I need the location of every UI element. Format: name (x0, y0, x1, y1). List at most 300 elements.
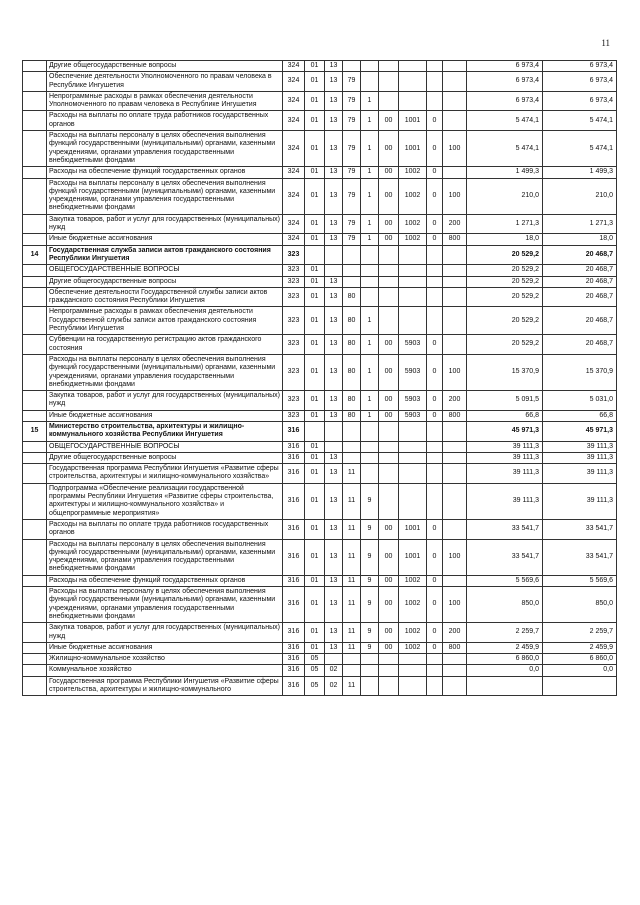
cell-v2: 5 031,0 (543, 391, 617, 411)
cell-no (23, 642, 47, 653)
cell-v1: 39 111,3 (467, 483, 543, 519)
cell-c3: 13 (325, 539, 343, 575)
cell-name: Министерство строительства, архитектуры и жилищно-коммунального хозяйства Республики Ингушетия (47, 421, 283, 441)
cell-c4: 11 (343, 575, 361, 586)
cell-c9 (443, 676, 467, 696)
cell-c9 (443, 245, 467, 265)
cell-c8 (427, 441, 443, 452)
cell-c3: 13 (325, 287, 343, 307)
cell-c1: 324 (283, 111, 305, 131)
cell-v2: 5 569,6 (543, 575, 617, 586)
table-body (23, 61, 617, 696)
cell-c5: 1 (361, 234, 379, 245)
cell-c7 (399, 287, 427, 307)
cell-c7: 5903 (399, 410, 427, 421)
cell-c6 (379, 654, 399, 665)
cell-c3: 13 (325, 391, 343, 411)
cell-c6: 00 (379, 410, 399, 421)
cell-name: Обеспечение деятельности Государственной службы записи актов гражданского состояния Республики Ингушетия (47, 287, 283, 307)
table-row (23, 131, 617, 167)
cell-c2: 01 (305, 483, 325, 519)
cell-c1: 316 (283, 623, 305, 643)
cell-c1: 323 (283, 276, 305, 287)
cell-c7: 1002 (399, 178, 427, 214)
cell-c7 (399, 276, 427, 287)
cell-c8: 0 (427, 131, 443, 167)
cell-v1: 1 271,3 (467, 214, 543, 234)
cell-c7 (399, 665, 427, 676)
cell-c7 (399, 245, 427, 265)
cell-c5: 1 (361, 131, 379, 167)
cell-c4: 11 (343, 539, 361, 575)
cell-c7 (399, 72, 427, 92)
cell-no (23, 354, 47, 390)
cell-c1: 324 (283, 167, 305, 178)
cell-v1: 210,0 (467, 178, 543, 214)
cell-c3 (325, 441, 343, 452)
cell-c1: 316 (283, 519, 305, 539)
cell-c2: 01 (305, 287, 325, 307)
cell-c1: 316 (283, 441, 305, 452)
cell-c6: 00 (379, 391, 399, 411)
cell-c5: 1 (361, 391, 379, 411)
cell-c7: 5903 (399, 335, 427, 355)
cell-c2: 01 (305, 587, 325, 623)
cell-v1: 15 370,9 (467, 354, 543, 390)
cell-c3: 13 (325, 642, 343, 653)
cell-c6 (379, 665, 399, 676)
table-row (23, 623, 617, 643)
cell-c7 (399, 441, 427, 452)
cell-c1: 323 (283, 391, 305, 411)
cell-v2: 20 468,7 (543, 307, 617, 335)
cell-c8 (427, 676, 443, 696)
cell-c8 (427, 245, 443, 265)
cell-c2: 01 (305, 178, 325, 214)
cell-c3: 02 (325, 676, 343, 696)
cell-c8 (427, 91, 443, 111)
cell-c7 (399, 307, 427, 335)
cell-c6: 00 (379, 335, 399, 355)
table-row (23, 276, 617, 287)
cell-v2: 5 474,1 (543, 111, 617, 131)
cell-c7 (399, 654, 427, 665)
table-row (23, 234, 617, 245)
cell-v2: 6 973,4 (543, 61, 617, 72)
cell-c5 (361, 654, 379, 665)
cell-c6: 00 (379, 587, 399, 623)
table-row (23, 452, 617, 463)
cell-c8 (427, 307, 443, 335)
cell-v1 (467, 676, 543, 696)
cell-c5: 9 (361, 483, 379, 519)
cell-v2: 0,0 (543, 665, 617, 676)
cell-c3: 13 (325, 452, 343, 463)
cell-c8: 0 (427, 178, 443, 214)
cell-c1: 323 (283, 265, 305, 276)
cell-c2: 01 (305, 354, 325, 390)
cell-c3 (325, 245, 343, 265)
cell-name: Расходы на обеспечение функций государственных органов (47, 167, 283, 178)
cell-v1: 5 569,6 (467, 575, 543, 586)
cell-v2: 15 370,9 (543, 354, 617, 390)
cell-c8: 0 (427, 214, 443, 234)
cell-c3: 13 (325, 354, 343, 390)
table-row (23, 587, 617, 623)
cell-c9 (443, 464, 467, 484)
cell-c9 (443, 452, 467, 463)
cell-c1: 316 (283, 483, 305, 519)
cell-name: Расходы на выплаты по оплате труда работников государственных органов (47, 111, 283, 131)
cell-c9 (443, 61, 467, 72)
table-row (23, 410, 617, 421)
table-row (23, 575, 617, 586)
cell-c8: 0 (427, 575, 443, 586)
cell-c2: 01 (305, 91, 325, 111)
cell-no: 15 (23, 421, 47, 441)
cell-c4: 79 (343, 167, 361, 178)
cell-c7 (399, 452, 427, 463)
cell-v1: 18,0 (467, 234, 543, 245)
cell-no (23, 441, 47, 452)
cell-c5: 9 (361, 623, 379, 643)
cell-c8 (427, 464, 443, 484)
cell-c9: 100 (443, 539, 467, 575)
cell-c1: 323 (283, 335, 305, 355)
table-row (23, 539, 617, 575)
cell-v2: 39 111,3 (543, 452, 617, 463)
cell-c1: 316 (283, 676, 305, 696)
cell-c3: 02 (325, 665, 343, 676)
cell-name: Государственная программа Республики Ингушетия «Развитие сферы строительства, архитектуры и жилищно-коммунального (47, 676, 283, 696)
cell-no (23, 178, 47, 214)
cell-c5 (361, 421, 379, 441)
table-row (23, 421, 617, 441)
budget-table (22, 60, 617, 696)
table-row (23, 287, 617, 307)
cell-c3: 13 (325, 131, 343, 167)
cell-c7: 1002 (399, 214, 427, 234)
cell-c7: 1001 (399, 539, 427, 575)
cell-name: Другие общегосударственные вопросы (47, 61, 283, 72)
cell-c8: 0 (427, 642, 443, 653)
cell-c8: 0 (427, 519, 443, 539)
cell-c5: 1 (361, 214, 379, 234)
cell-c8: 0 (427, 167, 443, 178)
cell-c2 (305, 421, 325, 441)
cell-c8: 0 (427, 391, 443, 411)
cell-no (23, 464, 47, 484)
cell-c8: 0 (427, 234, 443, 245)
cell-c5: 9 (361, 519, 379, 539)
cell-c2: 01 (305, 335, 325, 355)
cell-no (23, 131, 47, 167)
cell-c8: 0 (427, 410, 443, 421)
cell-c8 (427, 61, 443, 72)
cell-c5: 1 (361, 91, 379, 111)
cell-v1: 2 459,9 (467, 642, 543, 653)
cell-c8 (427, 483, 443, 519)
cell-v1: 20 529,2 (467, 245, 543, 265)
cell-c2: 01 (305, 307, 325, 335)
cell-c5: 1 (361, 111, 379, 131)
cell-c5: 1 (361, 307, 379, 335)
cell-v1: 6 973,4 (467, 72, 543, 92)
cell-v2: 210,0 (543, 178, 617, 214)
cell-v1: 850,0 (467, 587, 543, 623)
cell-c1: 316 (283, 587, 305, 623)
cell-name: Иные бюджетные ассигнования (47, 642, 283, 653)
cell-c7: 1001 (399, 111, 427, 131)
cell-c6: 00 (379, 111, 399, 131)
cell-c6: 00 (379, 178, 399, 214)
cell-c9 (443, 276, 467, 287)
cell-c6: 00 (379, 642, 399, 653)
cell-c5 (361, 464, 379, 484)
cell-c4: 79 (343, 178, 361, 214)
cell-c3 (325, 421, 343, 441)
cell-c4: 79 (343, 72, 361, 92)
cell-v2: 20 468,7 (543, 245, 617, 265)
cell-v1: 39 111,3 (467, 441, 543, 452)
cell-v1: 39 111,3 (467, 452, 543, 463)
cell-c9: 100 (443, 131, 467, 167)
table-row (23, 61, 617, 72)
cell-c3: 13 (325, 167, 343, 178)
cell-c7: 1002 (399, 642, 427, 653)
cell-no (23, 234, 47, 245)
cell-name: Расходы на выплаты персоналу в целях обеспечения выполнения функций государственными (муниципальными) органами, казенными учреждениями, органами управления государственными внебюджетными фондами (47, 587, 283, 623)
cell-c7: 5903 (399, 354, 427, 390)
table-row (23, 642, 617, 653)
cell-c4: 80 (343, 287, 361, 307)
cell-no (23, 214, 47, 234)
cell-c6: 00 (379, 575, 399, 586)
cell-v1: 20 529,2 (467, 287, 543, 307)
page-number: 11 (601, 38, 610, 48)
cell-no (23, 539, 47, 575)
cell-no (23, 519, 47, 539)
cell-c9 (443, 287, 467, 307)
cell-c4: 80 (343, 391, 361, 411)
cell-v2: 20 468,7 (543, 265, 617, 276)
cell-c1: 316 (283, 642, 305, 653)
cell-no (23, 61, 47, 72)
cell-no (23, 167, 47, 178)
cell-v1: 66,8 (467, 410, 543, 421)
cell-c1: 316 (283, 575, 305, 586)
cell-c4: 79 (343, 111, 361, 131)
table-row (23, 354, 617, 390)
cell-v1: 5 091,5 (467, 391, 543, 411)
cell-c8: 0 (427, 354, 443, 390)
cell-c9 (443, 441, 467, 452)
cell-c8: 0 (427, 111, 443, 131)
cell-c3: 13 (325, 335, 343, 355)
cell-c3: 13 (325, 276, 343, 287)
cell-c4: 79 (343, 234, 361, 245)
cell-no (23, 410, 47, 421)
cell-v1: 6 860,0 (467, 654, 543, 665)
cell-c5: 1 (361, 335, 379, 355)
cell-name: Закупка товаров, работ и услуг для государственных (муниципальных) нужд (47, 391, 283, 411)
cell-c1: 316 (283, 539, 305, 575)
cell-c3: 13 (325, 178, 343, 214)
cell-c7 (399, 676, 427, 696)
cell-c6 (379, 91, 399, 111)
cell-name: Непрограммные расходы в рамках обеспечения деятельности Государственной службы записи актов гражданского состояния Республики Ингушетия (47, 307, 283, 335)
cell-c6 (379, 276, 399, 287)
cell-c6 (379, 307, 399, 335)
cell-v1: 20 529,2 (467, 265, 543, 276)
cell-c9: 800 (443, 234, 467, 245)
cell-v2: 39 111,3 (543, 483, 617, 519)
cell-v2: 1 499,3 (543, 167, 617, 178)
cell-c7: 1002 (399, 575, 427, 586)
table-row (23, 441, 617, 452)
table-row (23, 265, 617, 276)
cell-c2: 01 (305, 539, 325, 575)
cell-c5: 1 (361, 354, 379, 390)
cell-c2: 01 (305, 391, 325, 411)
cell-c1: 323 (283, 245, 305, 265)
cell-c7: 1002 (399, 167, 427, 178)
cell-c6: 00 (379, 354, 399, 390)
cell-name: Государственная служба записи актов гражданского состояния Республики Ингушетия (47, 245, 283, 265)
cell-c9 (443, 421, 467, 441)
cell-c5: 1 (361, 410, 379, 421)
cell-v1: 5 474,1 (467, 111, 543, 131)
cell-c4 (343, 421, 361, 441)
cell-c7: 5903 (399, 391, 427, 411)
cell-c6 (379, 265, 399, 276)
cell-c9 (443, 575, 467, 586)
cell-c4: 11 (343, 587, 361, 623)
cell-v2: 20 468,7 (543, 335, 617, 355)
cell-c1: 323 (283, 307, 305, 335)
cell-c4: 79 (343, 91, 361, 111)
cell-c1: 323 (283, 410, 305, 421)
cell-c7 (399, 483, 427, 519)
cell-c9 (443, 335, 467, 355)
cell-v2: 2 259,7 (543, 623, 617, 643)
cell-no (23, 452, 47, 463)
cell-c6 (379, 61, 399, 72)
cell-name: Непрограммные расходы в рамках обеспечения деятельности Уполномоченного по правам человека в Республике Ингушетия (47, 91, 283, 111)
table-row (23, 391, 617, 411)
cell-c5: 9 (361, 539, 379, 575)
cell-c6 (379, 676, 399, 696)
cell-c4: 80 (343, 307, 361, 335)
cell-v2: 2 459,9 (543, 642, 617, 653)
cell-no (23, 265, 47, 276)
cell-v2: 5 474,1 (543, 131, 617, 167)
cell-c8 (427, 654, 443, 665)
cell-c6: 00 (379, 539, 399, 575)
cell-c3: 13 (325, 410, 343, 421)
cell-name: Иные бюджетные ассигнования (47, 234, 283, 245)
cell-c2: 01 (305, 276, 325, 287)
cell-c1: 324 (283, 91, 305, 111)
cell-no (23, 623, 47, 643)
cell-c9: 100 (443, 354, 467, 390)
cell-c4 (343, 665, 361, 676)
cell-c9 (443, 307, 467, 335)
cell-c4: 80 (343, 354, 361, 390)
cell-c1: 316 (283, 452, 305, 463)
cell-c3: 13 (325, 214, 343, 234)
cell-name: Другие общегосударственные вопросы (47, 452, 283, 463)
cell-v1: 45 971,3 (467, 421, 543, 441)
cell-c5 (361, 61, 379, 72)
cell-v2: 6 973,4 (543, 72, 617, 92)
cell-v2: 20 468,7 (543, 276, 617, 287)
cell-c4: 79 (343, 214, 361, 234)
cell-c9 (443, 111, 467, 131)
cell-c6: 00 (379, 167, 399, 178)
table-row (23, 167, 617, 178)
cell-c3: 13 (325, 61, 343, 72)
cell-c6: 00 (379, 214, 399, 234)
cell-c4 (343, 276, 361, 287)
cell-c2: 01 (305, 111, 325, 131)
cell-v1: 6 973,4 (467, 61, 543, 72)
table-row (23, 665, 617, 676)
cell-c5: 9 (361, 642, 379, 653)
cell-c4: 11 (343, 464, 361, 484)
cell-v2: 1 271,3 (543, 214, 617, 234)
cell-name: Обеспечение деятельности Уполномоченного по правам человека в Республике Ингушетия (47, 72, 283, 92)
cell-c3: 13 (325, 587, 343, 623)
cell-c6 (379, 452, 399, 463)
cell-c7 (399, 464, 427, 484)
cell-c6: 00 (379, 131, 399, 167)
cell-c2: 01 (305, 61, 325, 72)
cell-v2: 20 468,7 (543, 287, 617, 307)
cell-c6 (379, 72, 399, 92)
cell-c3: 13 (325, 575, 343, 586)
cell-no (23, 483, 47, 519)
cell-c1: 316 (283, 421, 305, 441)
cell-c4: 80 (343, 410, 361, 421)
cell-v1: 33 541,7 (467, 519, 543, 539)
table-row (23, 307, 617, 335)
cell-no (23, 575, 47, 586)
cell-c2: 01 (305, 623, 325, 643)
cell-name: Расходы на выплаты персоналу в целях обеспечения выполнения функций государственными (муниципальными) органами, казенными учреждениями, органами управления государственными внебюджетными фондами (47, 539, 283, 575)
cell-c5 (361, 665, 379, 676)
cell-c9 (443, 654, 467, 665)
cell-c4: 11 (343, 483, 361, 519)
cell-c5 (361, 676, 379, 696)
cell-no (23, 676, 47, 696)
cell-c5 (361, 72, 379, 92)
cell-c9 (443, 665, 467, 676)
cell-no (23, 287, 47, 307)
cell-c5 (361, 276, 379, 287)
table-row (23, 72, 617, 92)
cell-no (23, 665, 47, 676)
cell-c7: 1002 (399, 587, 427, 623)
cell-v1: 6 973,4 (467, 91, 543, 111)
cell-c1: 324 (283, 131, 305, 167)
cell-no (23, 307, 47, 335)
cell-c8 (427, 265, 443, 276)
cell-c2: 01 (305, 167, 325, 178)
cell-c2: 01 (305, 441, 325, 452)
cell-name: Закупка товаров, работ и услуг для государственных (муниципальных) нужд (47, 623, 283, 643)
cell-c6 (379, 483, 399, 519)
